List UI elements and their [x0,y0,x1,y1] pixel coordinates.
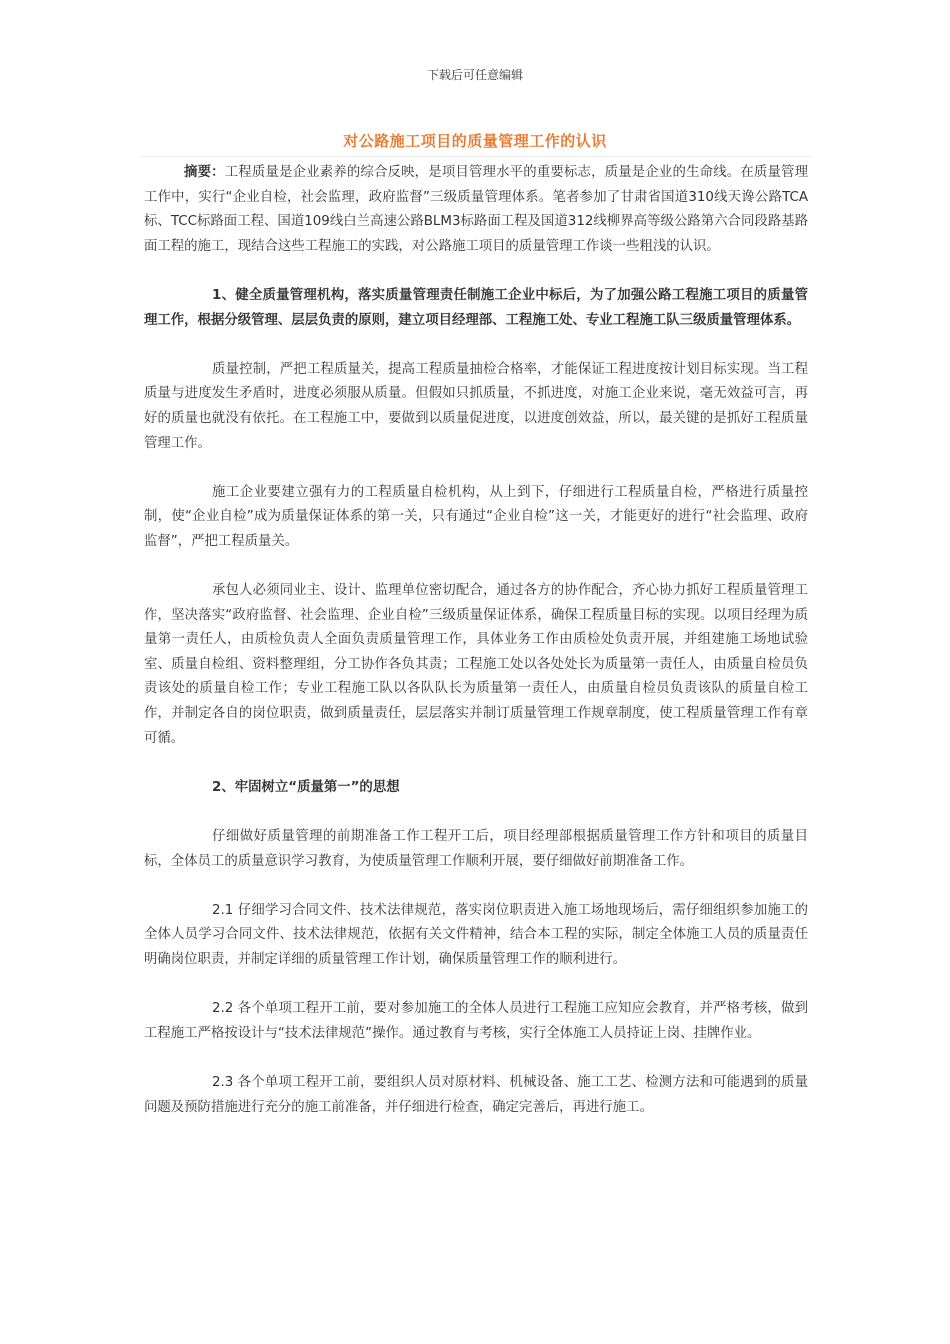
body-paragraph: 仔细做好质量管理的前期准备工作工程开工后，项目经理部根据质量管理工作方针和项目的质量目标，全体员工的质量意识学习教育，为使质量管理工作顺利开展，要仔细做好前期准备工作。 [144,829,808,869]
abstract-label: 摘要： [184,165,225,180]
subsection-2-3-paragraph: 2.3 各个单项工程开工前，要组织人员对原材料、机械设备、施工工艺、检测方法和可能遇到的质量问题及预防措施进行充分的施工前准备，并仔细进行检查，确定完善后，再进行施工。 [144,1074,808,1115]
document-body [144,161,808,1145]
section-2-heading: 2、牢固树立“质量第一”的思想 [212,779,400,795]
title-divider [140,156,812,157]
section-1-heading: 1、健全质量管理机构，落实质量管理责任制施工企业中标后，为了加强公路工程施工项目的质量管理工作，根据分级管理、层层负责的原则，建立项目经理部、工程施工处、专业工程施工队三级质量管理体系。 [144,287,808,328]
subsection-2-2-paragraph: 2.2 各个单项工程开工前，要对参加施工的全体人员进行工程施工应知应会教育，并严格考核，做到工程施工严格按设计与“技术法律规范”操作。通过教育与考核，实行全体施工人员持证上岗、挂牌作业。 [144,1001,808,1041]
header-note: 下载后可任意编辑 [426,68,523,82]
body-paragraph: 施工企业要建立强有力的工程质量自检机构，从上到下，仔细进行工程质量自检，严格进行质量控制，使“企业自检”成为质量保证体系的第一关，只有通过“企业自检”这一关，才能更好的进行“社会监理、政府监督”，严把工程质量关。 [144,484,808,549]
body-paragraph: 承包人必须同业主、设计、监理单位密切配合，通过各方的协作配合，齐心协力抓好工程质量管理工作，坚决落实“政府监督、社会监理、企业自检”三级质量保证体系，确保工程质量目标的实现。以项目经理为质量第一责任人，由质检负责人全面负责质量管理工作，具体业务工作由质检处负责开展，并组建施工场地试验室、质量自检组、资料整理组，分工协作各负其责；工程施工处以各处处长为质量第一责任人，由质量自检员负责该处的质量自检工作；专业工程施工队以各队队长为质量第一责任人，由质量自检员负责该队的质量自检工作，并制定各自的岗位职责，做到质量责任，层层落实并制订质量管理工作规章制度，使工程质量管理工作有章可循。 [144,583,808,746]
abstract-text: 工程质量是企业素养的综合反映，是项目管理水平的重要标志，质量是企业的生命线。在质量管理工作中，实行“企业自检，社会监理，政府监督”三级质量管理体系。笔者参加了甘肃省国道310线天谗公路TCA标、TCC标路面工程、国道109线白兰高速公路BLM3标路面工程及国道312线柳界高等级公路第六合同段路基路面工程的施工，现结合这些工程施工的实践，对公路施工项目的质量管理工作谈一些粗浅的认识。 [144,165,809,254]
subsection-2-1-paragraph: 2.1 仔细学习合同文件、技术法律规范，落实岗位职责进入施工场地现场后，需仔细组织参加施工的全体人员学习合同文件、技术法律规范，依据有关文件精神，结合本工程的实际，制定全体施工人员的质量责任明确岗位职责，并制定详细的质量管理工作计划，确保质量管理工作的顺利进行。 [144,902,808,967]
abstract-paragraph [144,161,808,259]
document-title: 对公路施工项目的质量管理工作的认识 [343,132,607,150]
body-paragraph: 质量控制，严把工程质量关，提高工程质量抽检合格率，才能保证工程进度按计划目标实现。当工程质量与进度发生矛盾时，进度必须服从质量。但假如只抓质量，不抓进度，对施工企业来说，毫无效益可言，再好的质量也就没有依托。在工程施工中，要做到以质量促进度，以进度创效益，所以，最关键的是抓好工程质量管理工作。 [144,361,808,451]
